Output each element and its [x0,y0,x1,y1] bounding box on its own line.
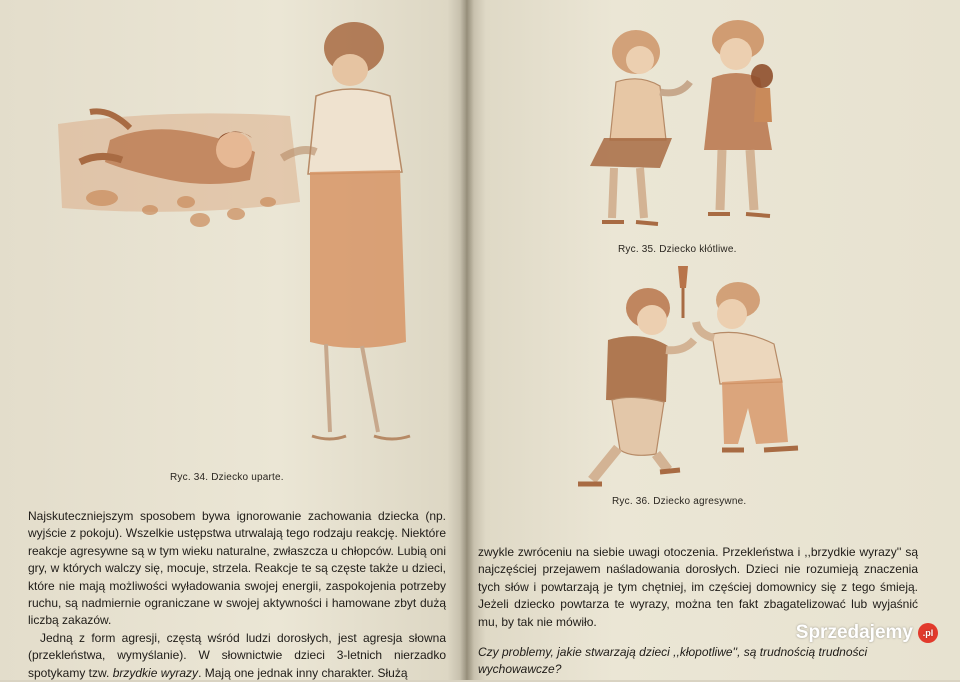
left-page-body [28,508,446,682]
left-paragraph-2-end: . Mają one jednak inny charakter. Służą [198,665,408,680]
question-text: Czy problemy, jakie stwarzają dzieci ,,kłopotliwe'', są trudnością trudności wychowawcze? [478,645,868,677]
illustration-quarrelsome-child [580,12,790,234]
right-paragraph: zwykle zwróceniu na siebie uwagi otoczenia. Przekleństwa i ,,brzydkie wyrazy'' są najczęściej przejawem naśladowania dorosłych. Dzieci nie rozumieją znaczenia tych słów i powtarzają je tym chętniej, im częściej domownicy się z tego śmieją. Jeżeli dziecko powtarza te wyrazy, można ten fakt zbagatelizować lub wyjaśnić mu, by tak nie mówiło. [478,545,918,629]
illustration-stubborn-child [50,12,430,452]
right-page-body [478,544,918,631]
left-paragraph-1: Najskuteczniejszym sposobem bywa ignorowanie zachowania dziecka (np. wyjście z pokoju). Wszelkie ustępstwa utrwalają tego rodzaju reakcję. Niektóre reakcje agresywne są w tym wieku naturalne, zwłaszcza u chłopców. Lubią oni gry, w których walczy się, mocuje, strzela. Reakcje te są częste także u dzieci, które nie mają możliwości wyładowania swojej energii, zaspokojenia potrzeby ruchu, są nadmiernie ograniczane w swojej aktywności i hamowane zbyt dużą liczbą zakazów. [28,509,446,628]
watermark-text: Sprzedajemy [795,622,913,643]
figure-caption-34: Ryc. 34. Dziecko uparte. [170,472,284,483]
left-paragraph-2 [28,630,446,682]
book-gutter [460,0,474,680]
left-paragraph-2-start: Jedną z form agresji, częstą wśród ludzi dorosłych, jest agresja słowna (przekleństwa, wymyślanie). W słownictwie dzieci 3-letnich nierzadko spotykamy tzw. [28,630,446,680]
watermark-logo-icon: .pl [918,623,938,643]
illustration-aggressive-child [572,258,812,494]
figure-caption-35: Ryc. 35. Dziecko kłótliwe. [618,244,737,255]
left-paragraph-2-italic: brzydkie wyrazy [112,665,199,680]
section-question [478,644,918,679]
watermark [796,622,938,644]
figure-caption-36: Ryc. 36. Dziecko agresywne. [612,496,747,507]
